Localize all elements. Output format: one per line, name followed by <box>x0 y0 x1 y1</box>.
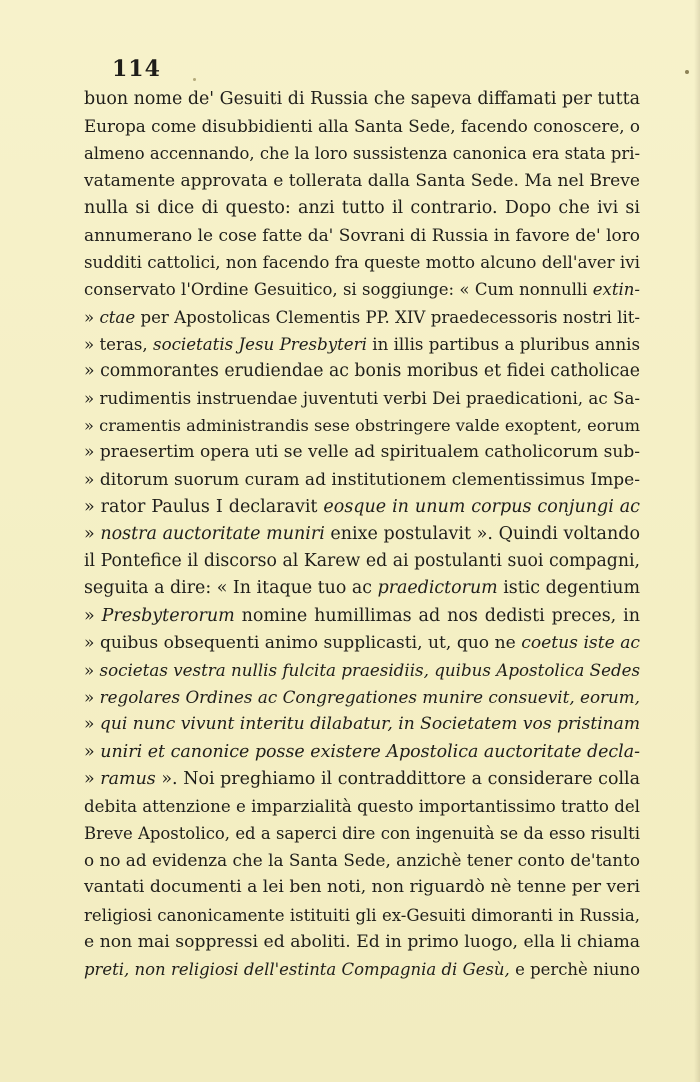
text-line <box>84 195 640 222</box>
text-segment: » ditorum suorum curam ad institutionem clementissimus Impe- <box>84 469 640 490</box>
text-line <box>84 168 640 195</box>
text-line <box>84 657 640 684</box>
text-line <box>84 494 640 521</box>
text-segment: » praesertim opera uti se velle ad spiritualem catholicorum sub- <box>84 442 640 463</box>
text-segment: » rator Paulus I declaravit <box>84 496 324 517</box>
text-line <box>84 847 640 874</box>
text-segment: buon nome de' Gesuiti di Russia che sapeva diffamati per tutta <box>84 89 640 109</box>
text-segment: conservato l'Ordine Gesuitico, si soggiunge: « Cum nonnulli <box>84 280 593 300</box>
text-segment: e non mai soppressi ed aboliti. Ed in primo luogo, ella li chiama <box>84 931 640 952</box>
text-segment: vatamente approvata e tollerata dalla Santa Sede. Ma nel Breve <box>84 170 640 191</box>
text-segment: Europa come disubbidienti alla Santa Sede, facendo conoscere, o <box>84 116 640 137</box>
text-line <box>84 521 640 548</box>
italic-text: societatis Jesu Presbyteri <box>153 334 367 354</box>
text-segment: e perchè niuno <box>509 960 640 979</box>
text-line <box>84 711 640 738</box>
text-line <box>84 412 640 439</box>
italic-text: ramus <box>100 768 156 789</box>
text-line <box>84 86 640 113</box>
text-line <box>84 222 640 249</box>
text-line <box>84 385 640 412</box>
text-line <box>84 820 640 847</box>
text-line <box>84 793 640 820</box>
text-segment: » <box>84 741 101 762</box>
body-text <box>84 86 640 983</box>
text-segment: » <box>84 524 101 544</box>
italic-text: societas vestra nullis fulcita praesidiis, quibus Apostolica Sedes <box>99 660 641 680</box>
text-segment: nomine humillimas ad nos dedisti preces, in <box>234 605 640 626</box>
text-line <box>84 956 640 983</box>
text-segment: nulla si dice di questo: anzi tutto il contrario. Dopo che ivi si <box>84 197 640 218</box>
text-segment: » cramentis administrandis sese obstringere valde exoptent, eorum <box>84 416 640 436</box>
text-line <box>84 276 640 303</box>
italic-text: coetus iste ac <box>521 632 640 653</box>
text-line <box>84 684 640 711</box>
text-segment: almeno accennando, che la loro sussistenza canonica era stata pri- <box>84 144 640 164</box>
text-segment: religiosi canonicamente istituiti gli ex-Gesuiti dimoranti in Russia, <box>84 905 640 925</box>
text-segment: » commorantes erudiendae ac bonis moribus et fidei catholicae <box>84 360 640 381</box>
italic-text: ctae <box>99 307 136 327</box>
text-segment: » rudimentis instruendae juventuti verbi Dei praedicationi, ac Sa- <box>84 389 640 409</box>
text-segment: enixe postulavit ». Quindi voltando <box>324 524 640 544</box>
text-line <box>84 358 640 385</box>
text-line <box>84 467 640 494</box>
italic-text: qui nunc vivunt interitu dilabatur, in Societatem vos pristinam <box>99 714 641 735</box>
text-line <box>84 603 640 630</box>
text-segment: » <box>84 660 100 680</box>
page-edge-shadow <box>694 0 700 1082</box>
text-segment: o no ad evidenza che la Santa Sede, anzichè tener conto de'tanto <box>84 850 640 871</box>
text-segment: debita attenzione e imparzialità questo importantissimo tratto del <box>84 796 640 816</box>
text-line <box>84 140 640 167</box>
italic-text: extin- <box>592 280 640 300</box>
text-line <box>84 575 640 602</box>
text-segment: sudditi cattolici, non facendo fra queste motto alcuno dell'aver ivi <box>84 253 640 273</box>
text-segment: Breve Apostolico, ed a saperci dire con ingenuità se da esso risulti <box>84 824 640 844</box>
text-line <box>84 739 640 766</box>
text-line <box>84 902 640 929</box>
page-number: 114 <box>112 56 161 82</box>
text-line <box>84 439 640 466</box>
text-segment: » <box>84 687 100 708</box>
text-line <box>84 304 640 331</box>
text-segment: vantati documenti a lei ben noti, non riguardò nè tenne per veri <box>84 877 640 898</box>
paper-speck <box>193 78 196 81</box>
text-line <box>84 766 640 793</box>
text-segment: il Pontefice il discorso al Karew ed ai postulanti suoi compagni, <box>84 551 640 572</box>
text-segment: seguita a dire: « In itaque tuo ac <box>84 578 378 599</box>
paper-speck <box>685 70 689 74</box>
text-segment: » <box>84 768 101 789</box>
italic-text: Presbyterorum <box>101 605 235 626</box>
italic-text: praedictorum <box>377 578 498 599</box>
text-segment: » <box>84 307 100 327</box>
text-line <box>84 630 640 657</box>
italic-text: uniri et canonice posse existere Apostolica auctoritate decla- <box>100 741 641 762</box>
text-line <box>84 548 640 575</box>
text-line <box>84 929 640 956</box>
italic-text: preti, non religiosi dell'estinta Compagnia di Gesù, <box>84 960 510 979</box>
text-segment: » <box>84 714 100 735</box>
italic-text: eosque in unum corpus conjungi ac <box>323 496 640 517</box>
text-segment: in illis partibus a pluribus annis <box>366 334 641 354</box>
text-segment: annumerano le cose fatte da' Sovrani di Russia in favore de' loro <box>84 224 640 245</box>
italic-text: regolares Ordines ac Congregationes munire consuevit, eorum, <box>99 687 640 708</box>
text-segment: » teras, <box>84 334 154 354</box>
text-segment: » <box>84 605 102 626</box>
text-line <box>84 113 640 140</box>
text-line <box>84 874 640 901</box>
text-segment: » quibus obsequenti animo supplicasti, ut, quo ne <box>84 632 522 653</box>
text-segment: per Apostolicas Clementis PP. XIV praedecessoris nostri lit- <box>135 307 641 327</box>
text-line <box>84 331 640 358</box>
text-line <box>84 249 640 276</box>
text-segment: ». Noi preghiamo il contraddittore a considerare colla <box>155 768 640 789</box>
italic-text: nostra auctoritate muniri <box>100 524 325 544</box>
text-segment: istic degentium <box>497 578 640 599</box>
